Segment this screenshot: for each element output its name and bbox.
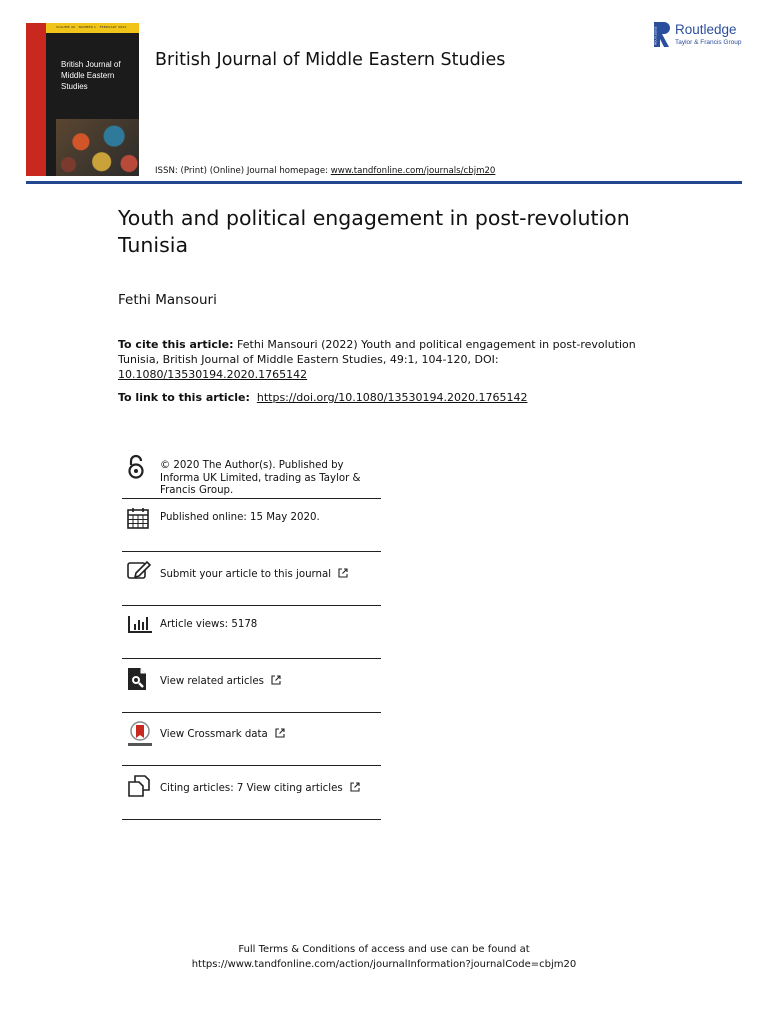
crossmark-link[interactable]: [160, 728, 285, 742]
related-articles-text: View related articles: [160, 676, 264, 687]
info-row-crossmark[interactable]: [122, 713, 381, 766]
cover-top-strip: [46, 23, 139, 33]
article-info-list: [122, 452, 381, 820]
svg-text:ROUTLEDGE: ROUTLEDGE: [653, 26, 658, 45]
journal-cover-image: [26, 23, 139, 176]
bar-chart-icon: [127, 614, 153, 634]
citing-articles-text: Citing articles: 7 View citing articles: [160, 783, 343, 794]
terms-url[interactable]: https://www.tandfonline.com/action/journalInformation?journalCode=cbjm20: [191, 959, 577, 970]
header-divider: [26, 181, 742, 184]
external-link-icon: [350, 782, 360, 792]
article-doi-link[interactable]: https://doi.org/10.1080/13530194.2020.1765142: [256, 391, 528, 404]
journal-name: British Journal of Middle Eastern Studies: [155, 50, 506, 70]
external-link-icon: [271, 675, 281, 685]
external-link-icon: [275, 728, 285, 738]
submit-article-text: Submit your article to this journal: [160, 569, 332, 580]
calendar-icon: [127, 507, 149, 529]
related-articles-link[interactable]: [160, 675, 281, 689]
article-link-line: [118, 391, 527, 404]
submit-article-link[interactable]: [160, 568, 348, 582]
crossmark-icon: [127, 721, 153, 748]
routledge-logo-icon: [653, 21, 671, 48]
article-views: Article views: 5178: [160, 619, 258, 630]
issn-line: [155, 166, 495, 176]
crossmark-text: View Crossmark data: [160, 729, 268, 740]
publisher-logo[interactable]: [653, 21, 745, 49]
article-title: Youth and political engagement in post-revolution Tunisia: [118, 206, 630, 257]
terms-line: Full Terms & Conditions of access and use can be found at: [238, 944, 530, 955]
cite-text: Fethi Mansouri (2022) Youth and political engagement in post-revolution Tunisia, British Journal of Middle Eastern Studies, 49:1, 104-120, DOI:: [118, 338, 636, 366]
related-articles-search-icon: [127, 667, 147, 691]
open-access-icon: [127, 454, 145, 480]
external-link-icon: [338, 568, 348, 578]
edit-pencil-icon: [127, 560, 151, 580]
info-row-related[interactable]: [122, 659, 381, 713]
journal-homepage-link[interactable]: www.tandfonline.com/journals/cbjm20: [330, 166, 496, 176]
published-date: Published online: 15 May 2020.: [160, 512, 320, 523]
info-row-submit[interactable]: [122, 552, 381, 606]
article-author: Fethi Mansouri: [118, 292, 217, 308]
terms-footer: [0, 942, 768, 972]
cover-red-band: [26, 23, 46, 176]
info-row-citing[interactable]: [122, 766, 381, 820]
citing-articles-icon: [127, 775, 151, 797]
cite-doi-link[interactable]: 10.1080/13530194.2020.1765142: [118, 368, 308, 381]
cover-title: British Journal of Middle Eastern Studies: [61, 60, 121, 91]
link-label: To link to this article:: [118, 391, 250, 404]
cover-artwork: [56, 119, 139, 176]
cite-label: To cite this article:: [118, 338, 234, 351]
publisher-name: Routledge: [675, 22, 737, 37]
publisher-subtitle: Taylor & Francis Group: [675, 39, 742, 46]
info-row-license: [122, 452, 381, 499]
citation-block: [118, 337, 638, 382]
issn-text: ISSN: (Print) (Online) Journal homepage:: [155, 166, 331, 176]
license-text: © 2020 The Author(s). Published by Informa UK Limited, trading as Taylor & Francis Group.: [160, 460, 361, 496]
info-row-published: [122, 499, 381, 552]
citing-articles-link[interactable]: [160, 782, 360, 796]
cover-top-strip-text: VOLUME 49 · NUMBER 1 · FEBRUARY 2022: [56, 25, 127, 29]
info-row-views: [122, 606, 381, 659]
